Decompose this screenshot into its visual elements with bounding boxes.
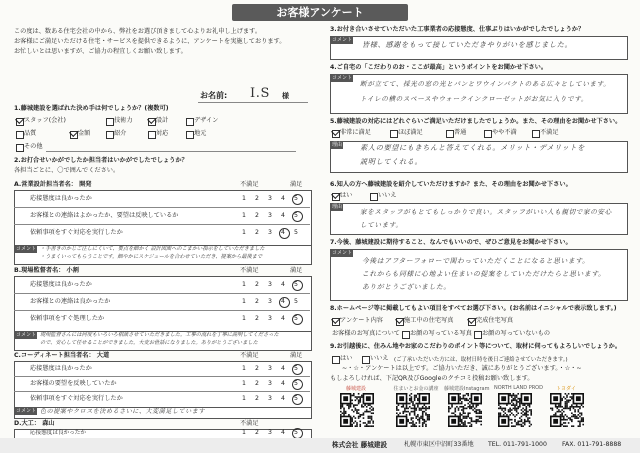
q1-checkbox-local[interactable]: [186, 131, 194, 139]
q1-option-label: 技術力: [114, 117, 133, 124]
rating-number[interactable]: 1: [242, 315, 246, 322]
q9-radio-no[interactable]: [362, 356, 370, 364]
rating-number[interactable]: 2: [255, 365, 259, 372]
q1-option-label: 金額: [78, 130, 91, 137]
q1-checkbox-referral[interactable]: [106, 131, 114, 139]
stamp-label: 住まいとお金の講座: [393, 386, 439, 392]
q4-answer-line: トイレの横のスペースやウォークインクローゼットがお気に入りです。: [360, 95, 589, 103]
rating-number[interactable]: 2: [255, 298, 259, 305]
rating-number[interactable]: 4: [281, 395, 285, 402]
intro-line-3: お忙しいとは思いますが、ご協力の程宜しくお願い致します。: [14, 48, 187, 55]
rating-item-label: 応接態度は良かったか: [30, 365, 92, 372]
rating-number[interactable]: 1: [242, 195, 246, 202]
section-a-comment-line: ・うまくいってもらうことです。細やかにスケジュールを合わせていただき、提案から最後まで: [40, 254, 263, 260]
rating-number[interactable]: 3: [268, 365, 272, 372]
scale-high: 満足: [290, 181, 303, 188]
footer-address: 札幌市東区中沼町33番地: [404, 441, 474, 448]
name-underline: [198, 102, 308, 103]
rating-item-label: お客様との連絡は良かったか: [30, 298, 111, 305]
rating-item-label: 依頼事項をすぐ対応を実行したか: [30, 229, 123, 236]
comment-tag: コメント: [332, 75, 353, 81]
section-b-comment-line: ので、安心して任せることができました。大変お世話になりました。ありがとうございました: [40, 340, 258, 346]
rating-number[interactable]: 3: [268, 395, 272, 402]
q1-option-label: その他: [24, 143, 43, 150]
rating-number[interactable]: 4: [281, 298, 285, 305]
q2-subtext: 各担当ごとに、〇で囲んでください。: [14, 167, 120, 174]
name-label: お名前:: [200, 91, 228, 100]
qr-code[interactable]: [498, 393, 532, 427]
q1-checkbox-other[interactable]: [16, 144, 24, 152]
q8-checkbox-survey[interactable]: [332, 318, 340, 326]
rating-number[interactable]: 4: [281, 212, 285, 219]
q1-option-label: 地元: [194, 130, 207, 137]
scale-low: 不満足: [240, 420, 259, 427]
q1-checkbox-staff[interactable]: [16, 118, 24, 126]
q7-answer-line: 今後はアフターフォローで関わっていただくことになると思います。: [362, 257, 590, 265]
rating-number[interactable]: 2: [255, 195, 259, 202]
rating-number[interactable]: 3: [268, 212, 272, 219]
qr-code[interactable]: [396, 393, 430, 427]
q9-note: (ご了承いただいた方には、取材日時を後日ご連絡させていただきます。): [394, 357, 568, 363]
rating-number[interactable]: 1: [242, 229, 246, 236]
rating-number[interactable]: 5: [294, 395, 298, 402]
footer-fax: FAX. 011-791-8888: [562, 441, 622, 448]
comment-tag: コメント: [16, 332, 37, 338]
rating-number[interactable]: 4: [281, 195, 285, 202]
q9-option-label: いいえ: [370, 355, 389, 362]
rating-selected-circle: [292, 314, 303, 325]
q8-option2-label: お顔の写っていないもの: [482, 330, 551, 337]
q5-option-label: 不満足: [540, 129, 559, 136]
rating-item-label: 依頼事項をすぐ処理したか: [30, 315, 105, 322]
section-c-header: C.コーディネート担当者名： 大道: [14, 352, 110, 359]
qr-code[interactable]: [550, 393, 584, 427]
rating-number[interactable]: 5: [294, 429, 298, 436]
scale-high: 満足: [290, 267, 303, 274]
intro-line-2: お客様にご満足いただける住宅・サービスを提供できるように、アンケートを実施しております。: [14, 38, 286, 45]
q6-text: 6.知人の方へ藤城建設を紹介していただけますか？また、その理由をお聞かせ下さい。: [330, 181, 572, 188]
rating-number[interactable]: 5: [294, 315, 298, 322]
qr-pattern: [396, 393, 430, 427]
q5-radio-dissatisfied[interactable]: [532, 130, 540, 138]
q8-option2-label: お顔の写っている写真: [410, 330, 472, 337]
q8-checkbox-completed-photo[interactable]: [468, 318, 476, 326]
q1-checkbox-design[interactable]: [148, 118, 156, 126]
q1-checkbox-tech[interactable]: [106, 118, 114, 126]
scale-low: 不満足: [240, 352, 259, 359]
rating-item-label: お客様との連絡はよかったか、要望は反映しているか: [30, 212, 179, 219]
rating-selected-circle: [292, 194, 303, 205]
q1-other-line: [46, 151, 296, 152]
rating-item-label: 応接態度は良かったか: [30, 195, 92, 202]
rating-number[interactable]: 3: [268, 315, 272, 322]
rating-number[interactable]: 4: [281, 281, 285, 288]
rating-number[interactable]: 2: [255, 281, 259, 288]
rating-number[interactable]: 3: [268, 229, 272, 236]
comment-tag: コメント: [16, 408, 37, 414]
rating-selected-circle: [292, 364, 303, 375]
q9-text: 9.お引越後に、住みん地やお家のこだわりのポイント等について、取材に伺ってもよろしいでしょうか。: [330, 343, 622, 350]
qr-code[interactable]: [448, 393, 482, 427]
q1-option-label: 品質: [24, 130, 37, 137]
q5-text: 5.藤城建設の対応にはどれぐらいご満足いただけましたでしょうか。また、その理由をお聞かせ下さい。: [330, 118, 622, 125]
rating-number[interactable]: 4: [281, 229, 285, 236]
q5-option-label: やや不満: [492, 129, 517, 136]
rating-selected-circle: [279, 228, 290, 239]
stamp-label: NORTH LAND PROD: [494, 385, 543, 391]
q1-option-label: 対応: [156, 130, 169, 137]
footer-company: 株式会社 藤城建設: [332, 441, 388, 449]
rating-number[interactable]: 5: [294, 212, 298, 219]
rating-number[interactable]: 3: [268, 429, 272, 436]
rating-number[interactable]: 5: [294, 365, 298, 372]
q6-answer-line: 家をスタッフがもとてもしっかりで良い。スタッフがいい人も親切で家の安心: [360, 208, 612, 216]
rating-selected-circle: [292, 211, 303, 222]
section-d-header: D.大工： 森山: [14, 420, 55, 427]
reason-tag: 理由: [332, 142, 343, 148]
qr-note: もしよろしければ、下記QR及びGoogleのクチコミ投稿お願い致します。: [330, 375, 534, 382]
comment-tag: コメント: [16, 246, 37, 252]
q3-answer: 皆様、感謝をもって接していただきやりがいを感じました。: [362, 40, 573, 49]
q7-text: 7.今後、藤城建設に期待すること、なんでもいいので、ぜひご意見をお聞かせ下さい。: [330, 239, 572, 246]
rating-item-label: 依頼事項をすぐ対応を実行したか: [30, 395, 123, 402]
section-b-comment-line: 現場監督さんには何度もいろいろ相談させていただきました。工事の流れを丁寧に説明してくださった: [40, 332, 279, 338]
q1-checkbox-response[interactable]: [148, 131, 156, 139]
rating-number[interactable]: 3: [268, 281, 272, 288]
q6-radio-yes[interactable]: [332, 193, 340, 201]
stamp-label: 藤城建設Instagram: [444, 386, 490, 392]
name-suffix: 様: [282, 92, 289, 100]
comment-tag: コメント: [332, 37, 353, 43]
q2-text: 2.お打合せいかがでしたか担当者はいかがでしたでしょうか？: [14, 157, 188, 164]
stamp-label: トヨダイ: [556, 386, 576, 392]
q7-answer-line: ありがとうございました。: [362, 283, 451, 291]
rating-number[interactable]: 1: [242, 365, 246, 372]
q5-radio-very-satisfied[interactable]: [332, 130, 340, 138]
section-b-header: B.現場監督者名： 小割: [14, 267, 79, 274]
q9-radio-yes[interactable]: [332, 356, 340, 364]
rating-number[interactable]: 1: [242, 380, 246, 387]
q6-option-label: いいえ: [378, 192, 397, 199]
q8-text: 8.ホームページ等に掲載してもよい項目をすべてお選び下さい。(お名前はイニシャルで表示致します。): [330, 305, 617, 312]
rating-selected-circle: [292, 394, 303, 405]
q5-option-label: 普通: [454, 129, 467, 136]
rating-item-label: 応接態度は良かったか: [30, 281, 92, 288]
name-value: I.S: [250, 86, 270, 101]
comment-tag: コメント: [332, 250, 353, 256]
q8-question2: お客様のお写真について: [332, 330, 400, 337]
scale-high: 満足: [290, 352, 303, 359]
q1-option-label: 紹介: [114, 130, 127, 137]
qr-code[interactable]: [340, 393, 374, 427]
q1-checkbox-price[interactable]: [70, 131, 78, 139]
q1-text: 1.藤城建設を選ばれた決め手は何でしょうか？(複数可): [14, 105, 169, 112]
rating-number[interactable]: 1: [242, 429, 246, 436]
rating-number[interactable]: 1: [242, 298, 246, 305]
stamp-label: 藤城建設: [345, 386, 366, 392]
rating-number[interactable]: 4: [281, 380, 285, 387]
rating-number[interactable]: 1: [242, 395, 246, 402]
rating-selected-circle: [292, 379, 303, 390]
q5-radio-unsatisfied[interactable]: [484, 130, 492, 138]
thanks-text: ~・☆・アンケートは以上です。ご協力いただき、誠にありがとうございます。・☆・~: [342, 365, 582, 372]
rating-number[interactable]: 4: [281, 429, 285, 436]
rating-number[interactable]: 5: [294, 281, 298, 288]
rating-number[interactable]: 2: [255, 212, 259, 219]
rating-number[interactable]: 3: [268, 380, 272, 387]
qr-pattern: [498, 393, 532, 427]
q1-checkbox-quality[interactable]: [16, 131, 24, 139]
q8-checkbox-construction-photo[interactable]: [396, 318, 404, 326]
q6-answer-line: しています。: [360, 221, 403, 229]
q4-text: 4.ご自宅の「こだわりのお・ここが最高」というポイントをお聞かせ下さい。: [330, 64, 548, 71]
scale-low: 不満足: [240, 267, 259, 274]
rating-number[interactable]: 4: [281, 365, 285, 372]
q5-radio-satisfied[interactable]: [390, 130, 398, 138]
rating-selected-circle: [279, 297, 290, 308]
rating-number[interactable]: 2: [255, 395, 259, 402]
q4-answer-line: 断が立てて、採光の窓の光とパンとワウインパクトのある広々としています。: [360, 80, 611, 88]
rating-number[interactable]: 1: [242, 212, 246, 219]
rating-item-label: お客様の要望を反映していたか: [30, 380, 117, 387]
q1-option-label: スタッフ(会社): [24, 117, 66, 124]
section-a-comment-line: ・手書きのかじご注しにくいて、要点を細かく 設計図面へのこまかい指示をしていただきました: [40, 246, 265, 252]
q1-option-label: デザイン: [194, 117, 219, 124]
qr-pattern: [550, 393, 584, 427]
q1-option-label: 設計: [156, 117, 169, 124]
q8-option-label: アンケート内容: [340, 317, 383, 324]
rating-number[interactable]: 2: [255, 429, 259, 436]
q6-option-label: はい: [340, 192, 353, 199]
footer-tel: TEL. 011-791-1000: [488, 441, 547, 448]
reason-tag: 理由: [332, 204, 343, 210]
intro-line-1: この度は、数ある住宅会社の中から、弊社をお選び頂きまして心よりお礼申し上げます。: [14, 28, 262, 35]
rating-number[interactable]: 3: [268, 195, 272, 202]
q5-option-label: 非常に満足: [340, 129, 371, 136]
q5-answer-line: 素人の要望にもきちんと答えてくれる。メリット・デメリットを: [360, 143, 585, 152]
q5-radio-normal[interactable]: [446, 130, 454, 138]
q8-option-label: 完成住宅写真: [476, 317, 514, 324]
rating-number[interactable]: 2: [255, 229, 259, 236]
q8-option-label: 施工中の住宅写真: [404, 317, 454, 324]
scale-low: 不満足: [240, 181, 259, 188]
rating-number[interactable]: 1: [242, 281, 246, 288]
rating-number[interactable]: 5: [294, 229, 298, 236]
rating-number[interactable]: 5: [294, 195, 298, 202]
rating-selected-circle: [292, 280, 303, 291]
q7-answer-line: これからも同様に心地よい住まいの提案をしていただけたらと思います。: [362, 270, 606, 278]
q9-option-label: はい: [340, 355, 353, 362]
rating-number[interactable]: 2: [255, 315, 259, 322]
q8-checkbox-face[interactable]: [402, 331, 410, 339]
q1-checkbox-styling[interactable]: [186, 118, 194, 126]
rating-number[interactable]: 4: [281, 315, 285, 322]
q5-answer-line: 説明してくれる。: [360, 157, 423, 166]
rating-number[interactable]: 5: [294, 380, 298, 387]
section-c-comment-line: 色の提案やクロスを決めるさいに、大変満足しています: [40, 408, 206, 415]
rating-number[interactable]: 3: [268, 298, 272, 305]
q6-radio-no[interactable]: [370, 193, 378, 201]
rating-number[interactable]: 5: [294, 298, 298, 305]
q5-option-label: ほぼ満足: [398, 129, 423, 136]
rating-number[interactable]: 2: [255, 380, 259, 387]
section-a-header: A.営業設計担当者名： 開発: [14, 181, 92, 188]
qr-pattern: [340, 393, 374, 427]
form-title: お客様アンケート: [232, 4, 408, 21]
rating-item-label: 応接態度は良かったか: [30, 430, 86, 436]
qr-pattern: [448, 393, 482, 427]
q8-checkbox-no-face[interactable]: [474, 331, 482, 339]
q3-text: 3.お付き合いさせていただいた工事業者の応接態度、仕事ぶりはいかがでしたでしょうか？: [330, 26, 585, 33]
